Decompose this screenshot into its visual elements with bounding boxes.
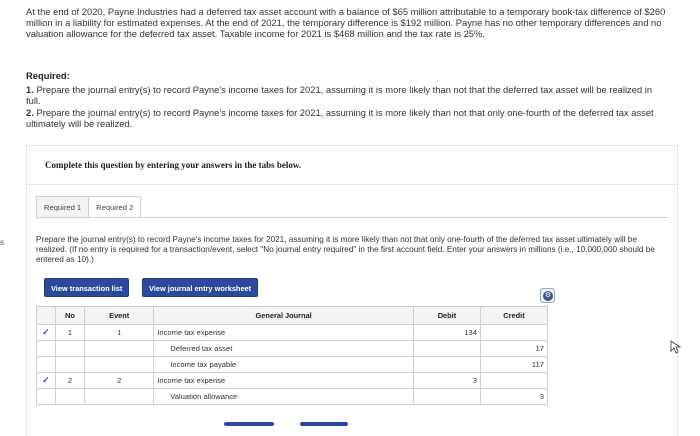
row-no xyxy=(55,357,84,373)
required-item-1-number: 1. xyxy=(26,84,34,95)
row-check xyxy=(37,341,56,357)
required-item-2-number: 2. xyxy=(26,107,34,118)
table-row xyxy=(37,373,548,389)
row-check[interactable] xyxy=(37,325,56,341)
side-margin-mark: s xyxy=(0,238,4,247)
row-event: 1 xyxy=(85,325,154,341)
checkmark-icon: ✓ xyxy=(42,375,50,385)
instructions-panel xyxy=(26,145,678,185)
credit-header: Credit xyxy=(480,307,547,325)
credit-cell[interactable]: 117 xyxy=(480,357,547,373)
debit-cell[interactable]: 134 xyxy=(413,325,480,341)
table-row xyxy=(37,389,548,405)
journal-header-row xyxy=(37,307,548,325)
event-header: Event xyxy=(85,307,154,325)
table-row xyxy=(37,357,548,373)
row-check[interactable] xyxy=(37,373,56,389)
debit-cell[interactable]: 3 xyxy=(413,373,480,389)
view-journal-worksheet-button[interactable]: View journal entry worksheet xyxy=(142,278,258,297)
debit-cell[interactable] xyxy=(413,341,480,357)
check-header xyxy=(37,307,56,325)
gear-icon: ⚙ xyxy=(544,292,552,299)
journal-table xyxy=(36,306,548,405)
required-item-2 xyxy=(26,107,666,129)
table-row xyxy=(37,341,548,357)
row-event xyxy=(85,357,154,373)
task-instruction: Prepare the journal entry(s) to record Payne's income taxes for 2021, assuming it is more likely than not that only one-fourth of the deferred tax asset ultimately will be realized. (If no entry is required for a transaction/event, select "No journal entry required" in the first account field. Enter your answers in millions (i.e., 10,000,000 should be entered as 10).) xyxy=(36,235,655,264)
account-cell[interactable]: Income tax expense xyxy=(154,373,414,389)
row-no: 2 xyxy=(55,373,84,389)
tab-required-2[interactable]: Required 2 xyxy=(88,196,141,218)
debit-cell[interactable] xyxy=(413,357,480,373)
account-cell[interactable]: Valuation allowance xyxy=(154,389,414,405)
scroll-indicator[interactable] xyxy=(224,422,274,426)
row-event xyxy=(85,389,154,405)
required-item-1 xyxy=(26,84,666,106)
required-item-2-text: Prepare the journal entry(s) to record Payne's income taxes for 2021, assuming it is more likely than not that only one-fourth of the deferred tax asset ultimately will be realized. xyxy=(26,107,654,129)
required-item-1-text: Prepare the journal entry(s) to record Payne's income taxes for 2021, assuming it is more likely than not that the deferred tax asset will be realized in full. xyxy=(26,84,653,106)
panel-instruction: Complete this question by entering your answers in the tabs below. xyxy=(45,160,302,170)
cursor-icon xyxy=(670,340,682,354)
credit-cell[interactable] xyxy=(480,325,547,341)
problem-intro: At the end of 2020, Payne Industries had a deferred tax asset account with a balance of $65 million attributable to a temporary book-tax difference of $260 million in a liability for estimated expenses. At the end of 2021, the temporary difference is $192 million. Payne has no other temporary differences and no valuation allowance for the deferred tax asset. Taxable income for 2021 is $468 million and the tax rate is 25%. xyxy=(26,6,666,40)
checkmark-icon: ✓ xyxy=(42,327,50,337)
row-event xyxy=(85,341,154,357)
credit-cell[interactable]: 17 xyxy=(480,341,547,357)
scroll-indicator[interactable] xyxy=(300,422,348,426)
requirement-tabs xyxy=(36,196,140,218)
credit-cell[interactable]: 3 xyxy=(480,389,547,405)
account-cell[interactable]: Income tax payable xyxy=(154,357,414,373)
tab-required-1[interactable]: Required 1 xyxy=(36,196,89,218)
account-cell[interactable]: Deferred tax asset xyxy=(154,341,414,357)
row-check xyxy=(37,357,56,373)
table-row xyxy=(37,325,548,341)
account-header: General Journal xyxy=(154,307,414,325)
account-cell[interactable]: Income tax expense xyxy=(154,325,414,341)
row-no xyxy=(55,389,84,405)
tab-divider xyxy=(36,217,668,218)
row-check xyxy=(37,389,56,405)
debit-header: Debit xyxy=(413,307,480,325)
debit-cell[interactable] xyxy=(413,389,480,405)
row-event: 2 xyxy=(85,373,154,389)
settings-icon[interactable] xyxy=(540,288,555,303)
row-no: 1 xyxy=(55,325,84,341)
view-transaction-list-button[interactable]: View transaction list xyxy=(44,278,129,297)
no-header: No xyxy=(55,307,84,325)
credit-cell[interactable] xyxy=(480,373,547,389)
required-heading: Required: xyxy=(26,70,70,81)
row-no xyxy=(55,341,84,357)
